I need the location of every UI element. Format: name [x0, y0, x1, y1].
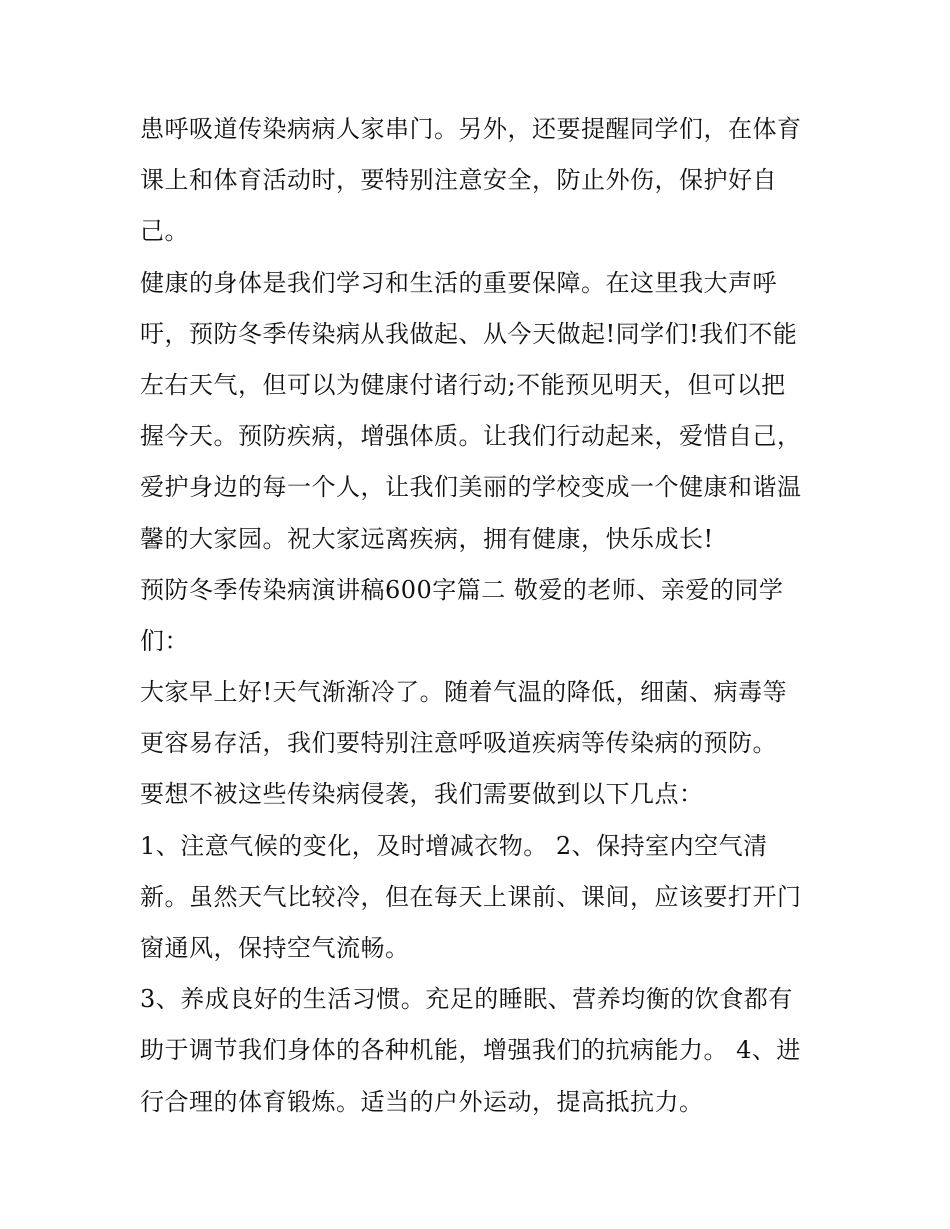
text-line: 助于调节我们身体的各种机能，增强我们的抗病能力。 4、进	[140, 1036, 801, 1065]
text-line: 左右天气，但可以为健康付诸行动;不能预见明天，但可以把	[140, 370, 786, 399]
list-item-line: 1、注意气候的变化，及时增减衣物。 2、保持室内空气清	[140, 831, 768, 860]
text-line: 们：	[140, 626, 189, 655]
list-item-line: 3、养成良好的生活习惯。充足的睡眠、营养均衡的饮食都有	[140, 985, 793, 1014]
text-line: 课上和体育活动时，要特别注意安全，防止外伤，保护好自	[140, 166, 777, 195]
text-line: 患呼吸道传染病病人家串门。另外，还要提醒同学们，在体育	[140, 115, 802, 143]
text-line: 己。	[140, 217, 189, 246]
text-line: 吁，预防冬季传染病从我做起、从今天做起!同学们!我们不能	[140, 319, 798, 348]
text-line: 大家早上好!天气渐渐冷了。随着气温的降低，细菌、病毒等	[140, 678, 788, 707]
section-heading-line: 预防冬季传染病演讲稿600字篇二 敬爱的老师、亲爱的同学	[140, 575, 784, 604]
text-line: 馨的大家园。祝大家远离疾病，拥有健康，快乐成长!	[140, 524, 714, 553]
text-line: 更容易存活，我们要特别注意呼吸道疾病等传染病的预防。	[140, 729, 777, 758]
text-line: 窗通风，保持空气流畅。	[140, 934, 410, 962]
text-line: 健康的身体是我们学习和生活的重要保障。在这里我大声呼	[140, 268, 777, 297]
text-line: 新。虽然天气比较冷，但在每天上课前、课间，应该要打开门	[140, 882, 802, 911]
text-line: 要想不被这些传染病侵袭，我们需要做到以下几点：	[140, 780, 704, 809]
document-body	[140, 104, 820, 1128]
text-line: 行合理的体育锻炼。适当的户外运动，提高抵抗力。	[140, 1087, 704, 1116]
text-line: 爱护身边的每一个人，让我们美丽的学校变成一个健康和谐温	[140, 473, 802, 502]
text-line: 握今天。预防疾病，增强体质。让我们行动起来，爱惜自己，	[140, 422, 802, 451]
